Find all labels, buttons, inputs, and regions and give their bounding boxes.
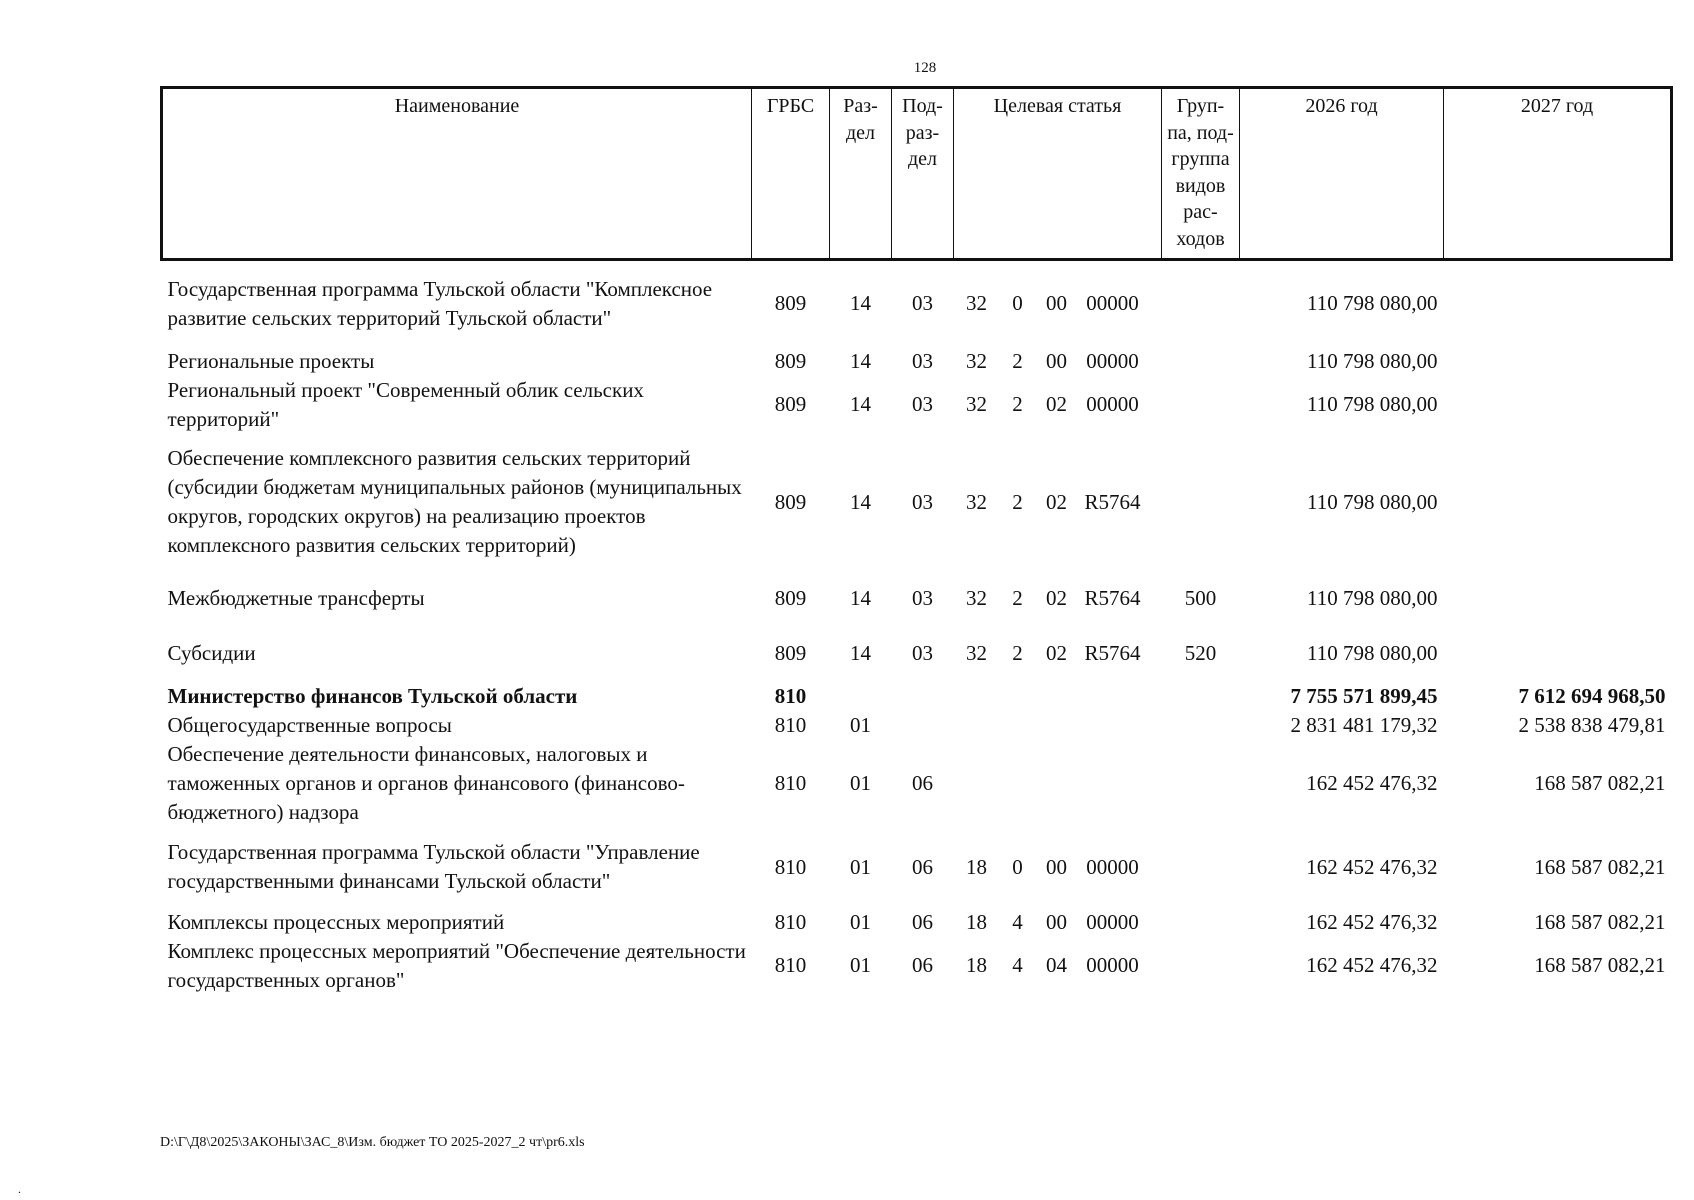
cs-subprogram: 2 [1012, 348, 1023, 373]
cell-celevaya-statya [954, 682, 1162, 711]
cell-name: Общегосударственные вопросы [167, 712, 452, 737]
cell-podrazdel: 06 [912, 953, 933, 977]
cs-subprogram: 4 [1012, 909, 1023, 934]
cs-direction: R5764 [1084, 489, 1141, 514]
cell-razdel: 01 [850, 770, 871, 795]
cell-2027 [1444, 626, 1672, 682]
cell-gruppa [1162, 740, 1240, 827]
cs-program: 18 [966, 953, 987, 977]
header-razdel: Раз- дел [830, 88, 892, 260]
cs-element: 00 [1046, 291, 1067, 316]
cell-gruppa [1162, 937, 1240, 995]
cell-name: Государственная программа Тульской области "Управление государственными финансами Тульской области" [167, 840, 700, 893]
cell-gruppa [1162, 682, 1240, 711]
cell-celevaya-statya [954, 827, 1162, 908]
table-row [162, 937, 1672, 995]
header-grbs: ГРБС [752, 88, 830, 260]
cs-element: 00 [1046, 909, 1067, 934]
cell-name: Комплексы процессных мероприятий [167, 909, 505, 934]
cell-gruppa [1162, 376, 1240, 434]
table-row [162, 571, 1672, 626]
cell-name: Государственная программа Тульской области "Комплексное развитие сельских территорий Тульской области" [167, 276, 713, 330]
cell-gruppa [1162, 347, 1240, 376]
cell-podrazdel: 03 [912, 392, 933, 416]
file-path-footer: D:\Г\Д8\2025\ЗАКОНЫ\ЗАС_8\Изм. бюджет ТО 2025-2027_2 чт\pr6.xls [160, 1135, 585, 1150]
cell-razdel: 01 [850, 712, 871, 737]
cell-celevaya-statya [954, 626, 1162, 682]
table-row [162, 908, 1672, 937]
cell-grbs: 810 [774, 854, 807, 879]
cs-subprogram: 2 [1012, 489, 1023, 514]
scan-mark: . [18, 1182, 21, 1196]
cs-subprogram: 0 [1012, 854, 1023, 879]
budget-table [160, 86, 1673, 995]
cell-2026: 162 452 476,32 [1306, 854, 1438, 879]
cs-direction: 00000 [1086, 392, 1139, 416]
cell-2027 [1444, 571, 1672, 626]
header-name: Наименование [162, 88, 752, 260]
cell-razdel: 14 [850, 348, 871, 373]
cell-2027 [1444, 347, 1672, 376]
table-row [162, 682, 1672, 711]
cell-podrazdel: 03 [912, 291, 933, 316]
cell-2027: 168 587 082,21 [1534, 854, 1666, 879]
cell-celevaya-statya [954, 571, 1162, 626]
cell-2026: 2 831 481 179,32 [1290, 712, 1438, 737]
cell-2026: 110 798 080,00 [1307, 641, 1438, 665]
budget-table-container [160, 86, 1670, 995]
cs-direction: 00000 [1086, 854, 1139, 879]
header-podrazdel: Под- раз- дел [892, 88, 954, 260]
cs-program: 32 [966, 585, 987, 610]
cell-name: Региональный проект "Современный облик сельских территорий" [167, 377, 644, 431]
cs-program: 32 [966, 291, 987, 316]
cell-2026: 162 452 476,32 [1306, 770, 1438, 795]
header-2027: 2027 год [1444, 88, 1672, 260]
cs-program: 32 [966, 641, 987, 665]
cs-element: 00 [1046, 348, 1067, 373]
cs-program: 18 [966, 854, 987, 879]
cell-podrazdel: 06 [912, 854, 933, 879]
cell-2027: 168 587 082,21 [1534, 770, 1666, 795]
cell-name: Комплекс процессных мероприятий "Обеспечение деятельности государственных органов" [167, 938, 746, 992]
cell-2027 [1444, 434, 1672, 571]
cs-subprogram: 2 [1012, 641, 1023, 665]
cell-grbs: 809 [774, 489, 807, 514]
cs-element: 00 [1046, 854, 1067, 879]
table-header [162, 88, 1672, 260]
cell-2026: 110 798 080,00 [1307, 291, 1438, 316]
cs-program: 32 [966, 348, 987, 373]
cell-2026: 110 798 080,00 [1307, 585, 1438, 610]
cs-element: 02 [1046, 585, 1067, 610]
table-row [162, 626, 1672, 682]
cell-gruppa: 500 [1184, 585, 1217, 610]
cell-celevaya-statya [954, 711, 1162, 740]
cell-razdel: 14 [850, 489, 871, 514]
cell-razdel: 01 [850, 854, 871, 879]
table-row [162, 827, 1672, 908]
table-row [162, 434, 1672, 571]
cell-name: Обеспечение комплексного развития сельских территорий (субсидии бюджетам муниципальных районов (муниципальных округов, городских округов) на реализацию проектов комплексного развития сельских территорий) [167, 446, 742, 557]
cell-gruppa [1162, 711, 1240, 740]
cell-2027: 168 587 082,21 [1534, 953, 1666, 977]
cs-element: 02 [1046, 489, 1067, 514]
table-body [162, 260, 1672, 995]
cell-2026: 110 798 080,00 [1307, 392, 1438, 416]
cell-2026: 162 452 476,32 [1306, 909, 1438, 934]
cell-podrazdel [892, 711, 954, 740]
cell-razdel: 14 [850, 641, 871, 665]
cell-2026: 110 798 080,00 [1307, 348, 1438, 373]
cell-gruppa [1162, 827, 1240, 908]
cell-grbs: 809 [774, 392, 807, 416]
cs-program: 32 [966, 392, 987, 416]
cs-direction: 00000 [1086, 348, 1139, 373]
cell-name: Региональные проекты [167, 348, 375, 373]
table-row [162, 260, 1672, 347]
cell-celevaya-statya [954, 260, 1162, 347]
cell-name: Субсидии [167, 641, 256, 665]
cell-razdel: 14 [850, 585, 871, 610]
cs-element: 04 [1046, 953, 1067, 977]
cs-direction: 00000 [1086, 291, 1139, 316]
cs-element: 02 [1046, 641, 1067, 665]
cs-direction: 00000 [1086, 909, 1139, 934]
table-row [162, 711, 1672, 740]
cs-direction: R5764 [1084, 585, 1141, 610]
cell-celevaya-statya [954, 347, 1162, 376]
cs-direction: 00000 [1086, 953, 1139, 977]
cell-razdel: 01 [850, 953, 871, 977]
cs-subprogram: 4 [1012, 953, 1023, 977]
cell-2026: 7 755 571 899,45 [1290, 683, 1438, 708]
cell-2027: 2 538 838 479,81 [1518, 712, 1666, 737]
cell-razdel: 14 [850, 392, 871, 416]
cell-podrazdel: 03 [912, 641, 933, 665]
cell-gruppa [1162, 434, 1240, 571]
cell-name: Обеспечение деятельности финансовых, налоговых и таможенных органов и органов финансового (финансово-бюджетного) надзора [167, 741, 685, 824]
cell-celevaya-statya [954, 908, 1162, 937]
cell-podrazdel [892, 682, 954, 711]
table-row [162, 740, 1672, 827]
table-row [162, 347, 1672, 376]
cell-name: Межбюджетные трансферты [167, 585, 425, 610]
cell-gruppa [1162, 260, 1240, 347]
page-number: 128 [913, 60, 937, 76]
cell-razdel: 14 [850, 291, 871, 316]
cell-grbs: 810 [774, 712, 807, 737]
cell-gruppa [1162, 908, 1240, 937]
cell-podrazdel: 03 [912, 348, 933, 373]
cell-grbs: 809 [774, 585, 807, 610]
cs-subprogram: 2 [1012, 585, 1023, 610]
header-celevaya-statya: Целевая статья [954, 88, 1162, 260]
cell-2026: 162 452 476,32 [1306, 953, 1438, 977]
cell-gruppa: 520 [1184, 641, 1217, 665]
cell-name: Министерство финансов Тульской области [167, 683, 578, 708]
cell-celevaya-statya [954, 740, 1162, 827]
cell-grbs: 809 [774, 291, 807, 316]
cs-subprogram: 2 [1012, 392, 1023, 416]
cell-razdel [830, 682, 892, 711]
cell-grbs: 809 [774, 641, 807, 665]
header-gruppa: Груп- па, под- группа видов рас- ходов [1162, 88, 1240, 260]
cell-grbs: 809 [774, 348, 807, 373]
cs-subprogram: 0 [1012, 291, 1023, 316]
cell-grbs: 810 [774, 909, 807, 934]
cell-razdel: 01 [850, 909, 871, 934]
cell-2027: 168 587 082,21 [1534, 909, 1666, 934]
cs-element: 02 [1046, 392, 1067, 416]
cs-program: 32 [966, 489, 987, 514]
cs-direction: R5764 [1084, 641, 1141, 665]
cell-2026: 110 798 080,00 [1307, 489, 1438, 514]
cell-celevaya-statya [954, 937, 1162, 995]
cell-grbs: 810 [774, 683, 807, 708]
cell-podrazdel: 06 [912, 909, 933, 934]
cell-podrazdel: 03 [912, 585, 933, 610]
cell-podrazdel: 06 [912, 770, 933, 795]
cell-celevaya-statya [954, 376, 1162, 434]
cell-2027 [1444, 376, 1672, 434]
cs-program: 18 [966, 909, 987, 934]
cell-celevaya-statya [954, 434, 1162, 571]
cell-2027: 7 612 694 968,50 [1518, 683, 1666, 708]
cell-grbs: 810 [774, 953, 807, 977]
table-row [162, 376, 1672, 434]
cell-2027 [1444, 260, 1672, 347]
header-2026: 2026 год [1240, 88, 1444, 260]
cell-podrazdel: 03 [912, 489, 933, 514]
cell-grbs: 810 [774, 770, 807, 795]
